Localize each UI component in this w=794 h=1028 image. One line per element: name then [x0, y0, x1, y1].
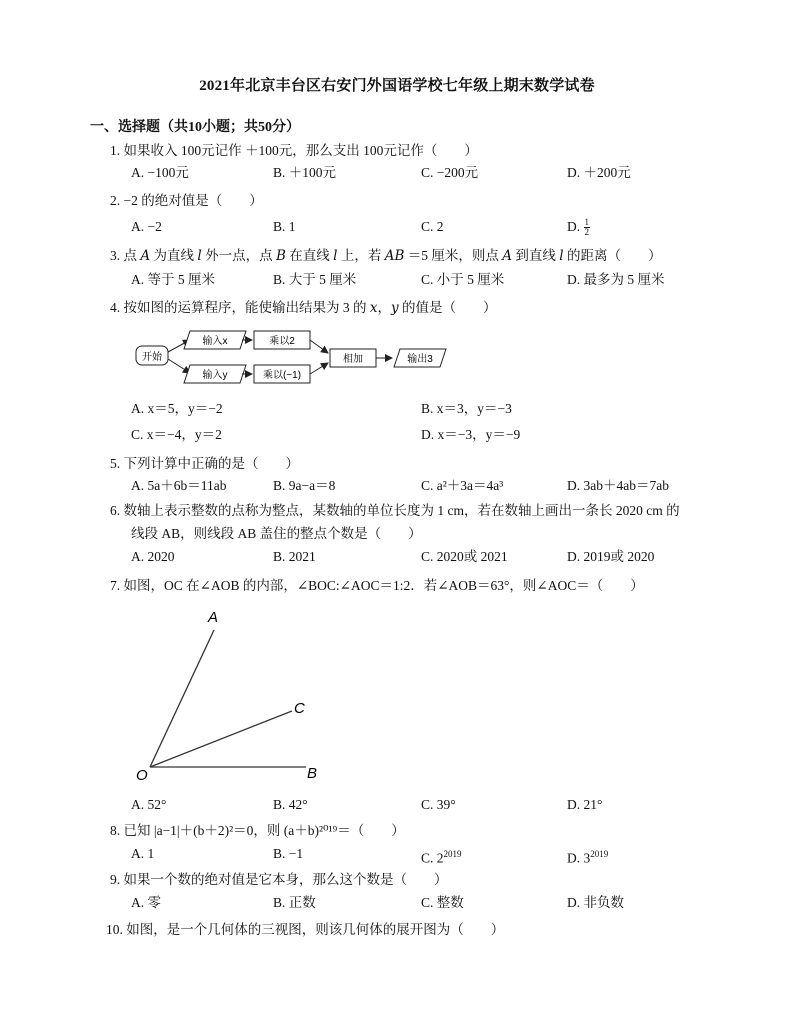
q9-option-d: D. 非负数	[567, 895, 624, 910]
ray-oc	[150, 711, 292, 767]
label-a: A	[208, 609, 219, 626]
question-7-stem: 7. 如图，OC 在∠AOB 的内部，∠BOC:∠AOC＝1:2．若∠AOB＝63°，则∠AOC＝（ ）	[110, 578, 644, 593]
math-var: l	[197, 248, 202, 264]
stem-text: 4. 按如图的运算程序，能使输出结果为 3 的	[110, 300, 370, 315]
question-9-stem: 9. 如果一个数的绝对值是它本身，那么这个数是（ ）	[110, 872, 448, 887]
q8-option-c-label: C. 2	[421, 850, 444, 866]
exponent: 2019	[590, 849, 609, 859]
stem-text: 上，若	[337, 248, 385, 263]
q5-option-c: C. a²＋3a＝4a³	[421, 478, 504, 493]
label-c: C	[294, 700, 305, 717]
flow-output-label: 输出3	[407, 354, 433, 365]
label-o: O	[136, 767, 148, 784]
q3-option-c: C. 小于 5 厘米	[421, 272, 505, 287]
q5-option-d: D. 3ab＋4ab＝7ab	[567, 478, 669, 493]
stem-text: 在直线	[285, 248, 334, 263]
flow-add-label: 相加	[343, 354, 363, 365]
math-var: l	[333, 248, 338, 264]
q8-option-a: A. 1	[131, 846, 155, 861]
q7-option-c: C. 39°	[421, 797, 456, 812]
angle-figure	[130, 600, 330, 785]
q5-option-a: A. 5a＋6b＝11ab	[131, 478, 227, 493]
flow-multiply-2-label: 乘以2	[269, 336, 295, 347]
q7-option-d: D. 21°	[567, 797, 603, 812]
math-var: y	[391, 300, 399, 316]
q1-option-b: B. ＋100元	[273, 165, 337, 180]
question-10-stem: 10. 如图，是一个几何体的三视图，则该几何体的展开图为（ ）	[106, 922, 505, 937]
q2-option-a: A. −2	[131, 219, 162, 234]
section-title: 一、选择题（共10小题；共50分）	[90, 120, 300, 135]
q1-option-d: D. ＋200元	[567, 165, 631, 180]
flow-input-y-label: 输入y	[202, 370, 228, 381]
q1-option-a: A. −100元	[131, 165, 189, 180]
q6-option-b: B. 2021	[273, 549, 316, 564]
q2-option-d-label: D.	[567, 219, 584, 234]
q6-option-a: A. 2020	[131, 549, 175, 564]
stem-text: ，	[377, 300, 391, 315]
flow-start-label: 开始	[142, 352, 162, 363]
q6-option-c: C. 2020或 2021	[421, 549, 508, 564]
q8-option-d-label: D. 3	[567, 850, 591, 866]
stem-text: 外一点，点	[201, 248, 276, 263]
label-b: B	[307, 765, 318, 782]
flow-multiply-neg1-label: 乘以(−1)	[262, 370, 302, 381]
flow-input-x-label: 输入x	[202, 336, 228, 347]
q8-option-c	[421, 844, 462, 869]
q4-option-b: B. x＝3，y＝−3	[421, 401, 512, 416]
question-8-stem: 8. 已知 |a−1|＋(b＋2)²＝0，则 (a＋b)²⁰¹⁹＝（ ）	[110, 823, 405, 838]
stem-text: 到直线	[512, 248, 560, 263]
q3-option-d: D. 最多为 5 厘米	[567, 272, 665, 287]
flow-arrow	[168, 359, 190, 373]
math-var: A	[140, 248, 151, 264]
q2-option-d	[567, 217, 590, 237]
q8-option-b: B. −1	[273, 846, 304, 861]
stem-text: 的值是（ ）	[398, 300, 497, 315]
q2-option-c: C. 2	[421, 219, 444, 234]
fraction-one-half	[584, 218, 591, 237]
question-3-stem	[110, 246, 661, 266]
stem-text: 为直线	[150, 248, 198, 263]
q6-option-d: D. 2019或 2020	[567, 549, 655, 564]
math-var: AB	[384, 248, 405, 264]
exponent: 2019	[443, 849, 462, 859]
q3-option-b: B. 大于 5 厘米	[273, 272, 357, 287]
page-title: 2021年北京丰台区右安门外国语学校七年级上期末数学试卷	[199, 78, 595, 94]
stem-text: 的距离（ ）	[563, 248, 662, 263]
question-4-stem	[110, 298, 497, 318]
q9-option-c: C. 整数	[421, 895, 464, 910]
q7-option-a: A. 52°	[131, 797, 167, 812]
q3-option-a: A. 等于 5 厘米	[131, 272, 215, 287]
q8-option-d	[567, 844, 608, 869]
q1-option-c: C. −200元	[421, 165, 479, 180]
math-var: B	[275, 248, 286, 264]
q4-option-d: D. x＝−3，y＝−9	[421, 427, 521, 442]
stem-text: ＝5 厘米，则点	[404, 248, 503, 263]
question-5-stem: 5. 下列计算中正确的是（ ）	[110, 456, 299, 471]
question-2-stem: 2. −2 的绝对值是（ ）	[110, 193, 263, 208]
math-var: x	[369, 300, 378, 316]
q4-option-c: C. x＝−4，y＝2	[131, 427, 222, 442]
question-1-stem: 1. 如果收入 100元记作 ＋100元，那么支出 100元记作（ ）	[110, 143, 478, 158]
stem-text: 3. 点	[110, 248, 141, 263]
flow-arrow	[310, 363, 328, 374]
fraction-denominator: 2	[584, 227, 589, 238]
flow-arrow	[310, 340, 328, 353]
ray-oa	[150, 630, 214, 767]
q9-option-a: A. 零	[131, 895, 161, 910]
math-var: A	[502, 248, 512, 264]
question-6-stem-line2: 线段 AB，则线段 AB 盖住的整点个数是（ ）	[131, 526, 422, 541]
q9-option-b: B. 正数	[273, 895, 316, 910]
q7-option-b: B. 42°	[273, 797, 308, 812]
q2-option-b: B. 1	[273, 219, 296, 234]
question-6-stem-line1: 6. 数轴上表示整数的点称为整点，某数轴的单位长度为 1 cm，若在数轴上画出一条长 2020 cm 的	[110, 503, 680, 518]
q5-option-b: B. 9a−a＝8	[273, 478, 336, 493]
fraction-numerator: 1	[584, 217, 589, 228]
math-var: l	[559, 248, 564, 264]
flowchart-diagram	[130, 325, 450, 395]
q4-option-a: A. x＝5，y＝−2	[131, 401, 223, 416]
